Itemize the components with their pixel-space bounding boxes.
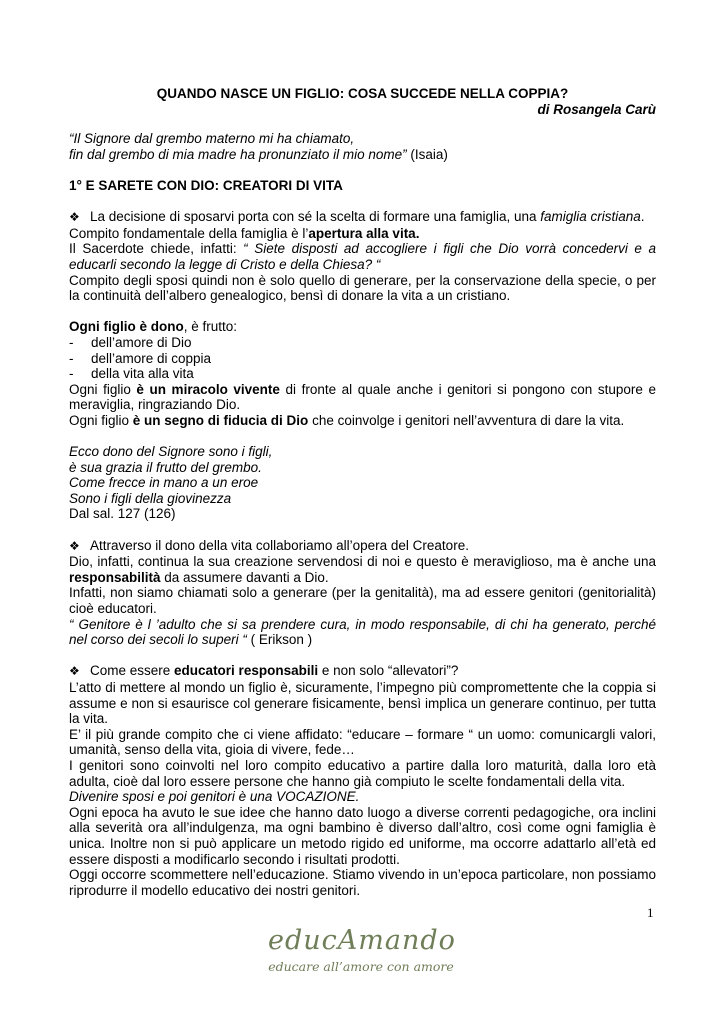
text: responsabilità bbox=[69, 569, 161, 585]
text: La decisione di sposarvi porta con sé la scelta di formare una famiglia, una bbox=[90, 209, 541, 225]
author-line: di Rosangela Carù bbox=[537, 101, 656, 117]
document-body bbox=[69, 86, 656, 898]
text: . bbox=[640, 209, 645, 225]
text: della vita alla vita bbox=[91, 366, 194, 382]
text: dell’amore di Dio bbox=[91, 334, 192, 350]
text: “ Genitore è l ’adulto che si sa prendere cura, in modo responsabile, di chi ha generato, perché nel corso dei secoli lo superi “ bbox=[69, 616, 656, 648]
diamond-star-bullet-icon: ❖ bbox=[69, 538, 80, 553]
page-number: 1 bbox=[647, 905, 654, 920]
paragraph: Infatti, non siamo chiamati solo a generare (per la genitalità), ma ad essere genitori (genitorialità) cioè educatori. bbox=[69, 585, 656, 616]
paragraph: Divenire sposi e poi genitori è una VOCAZIONE. bbox=[69, 789, 360, 805]
paragraph: E’ il più grande compito che ci viene affidato: “educare – formare “ un uomo: comunicargli valori, umanità, senso della vita, gioia di vivere, fede… bbox=[69, 726, 656, 758]
quote-text: fin dal grembo di mia madre ha pronunziato il mio nome” bbox=[69, 146, 407, 162]
text: che coinvolge i genitori nell’avventura di dare la vita. bbox=[308, 412, 625, 428]
text: , è frutto: bbox=[183, 319, 238, 335]
list-item: - dell’amore di Dio bbox=[69, 334, 192, 350]
paragraph: L’atto di mettere al mondo un figlio è, sicuramente, l’impegno più compromettente che la coppia si assume e non si esaurisce col generare fisicamente, bensì implica un generare continuo, per tutta la vita. bbox=[69, 679, 656, 727]
paragraph bbox=[69, 617, 656, 648]
text: è un miracolo vivente bbox=[136, 381, 280, 397]
paragraph bbox=[69, 209, 656, 226]
paragraph bbox=[69, 226, 656, 242]
logo-wordmark: educAmando bbox=[268, 925, 456, 956]
paragraph: I genitori sono coinvolti nel loro compito educativo a partire dalla loro maturità, dalla loro età adulta, cioè dal loro essere persone che hanno già compiuto le scelte fondamentali della vita. bbox=[69, 757, 656, 789]
quote-text: “Il Signore dal grembo materno mi ha chiamato, bbox=[69, 131, 355, 147]
paragraph bbox=[69, 382, 656, 413]
psalm-line: è sua grazia il frutto del grembo. bbox=[69, 459, 262, 475]
section-heading: 1° E SARETE CON DIO: CREATORI DI VITA bbox=[69, 177, 343, 193]
paragraph bbox=[69, 663, 656, 680]
text: apertura alla vita. bbox=[308, 225, 420, 241]
text: Il Sacerdote chiede, infatti: bbox=[69, 241, 244, 257]
diamond-star-bullet-icon: ❖ bbox=[69, 664, 80, 679]
educamando-logo bbox=[268, 925, 454, 981]
text: e non solo “allevatori”? bbox=[318, 663, 459, 679]
text: Compito fondamentale della famiglia è l’ bbox=[69, 225, 309, 241]
text: ( Erikson ) bbox=[246, 632, 313, 648]
psalm-reference: Dal sal. 127 (126) bbox=[69, 506, 176, 522]
list-item: - dell’amore di coppia bbox=[69, 350, 212, 366]
text: famiglia cristiana bbox=[540, 209, 641, 225]
paragraph bbox=[69, 319, 656, 335]
text: Come essere bbox=[90, 663, 175, 679]
text: è un segno di fiducia di Dio bbox=[132, 412, 309, 428]
logo-tagline: educare all’amore con amore bbox=[268, 959, 454, 974]
diamond-star-bullet-icon: ❖ bbox=[69, 210, 80, 225]
text: di fronte al quale anche i genitori si pongono con stupore e meraviglia, ringraziando Dio. bbox=[69, 381, 656, 413]
document-title: QUANDO NASCE UN FIGLIO: COSA SUCCEDE NELLA COPPIA? bbox=[156, 86, 569, 101]
text: Ogni figlio bbox=[69, 412, 133, 428]
paragraph bbox=[69, 241, 656, 272]
paragraph bbox=[69, 538, 656, 555]
text: “ Siete disposti ad accogliere i figli che Dio vorrà concedervi e a educarli secondo la legge di Cristo e della Chiesa? “ bbox=[69, 241, 657, 272]
list-item: - della vita alla vita bbox=[69, 366, 194, 382]
psalm-line: Sono i figli della giovinezza bbox=[69, 490, 232, 506]
text: Ogni figlio bbox=[69, 381, 137, 397]
paragraph bbox=[69, 554, 656, 585]
paragraph bbox=[69, 413, 656, 429]
text: Ogni figlio è dono bbox=[69, 319, 184, 335]
psalm-line: Come frecce in mano a un eroe bbox=[69, 475, 259, 491]
quote-line bbox=[69, 147, 656, 163]
quote-line bbox=[69, 131, 656, 147]
quote-source: (Isaia) bbox=[406, 146, 448, 162]
paragraph: Ogni epoca ha avuto le sue idee che hanno dato luogo a diverse correnti pedagogiche, ora inclini alla severità ora all’indulgenza, ma ogni bambino è diverso dall’altro, così come ogni famiglia è unica. Inoltre non si può applicare un metodo rigido ed uniforme, ma occorre adattarlo all’età ed essere disposti a modificarlo secondo i risultati prodotti. bbox=[69, 804, 656, 867]
psalm-line: Ecco dono del Signore sono i figli, bbox=[69, 444, 273, 460]
text: educatori responsabili bbox=[174, 663, 319, 679]
paragraph: Compito degli sposi quindi non è solo quello di generare, per la conservazione della specie, o per la continuità dell’albero genealogico, bensì di donare la vita a un cristiano. bbox=[69, 272, 656, 304]
text: Attraverso il dono della vita collaboriamo all’opera del Creatore. bbox=[90, 537, 469, 553]
text: da assumere davanti a Dio. bbox=[160, 569, 329, 585]
paragraph: Oggi occorre scommettere nell’educazione. Stiamo vivendo in un’epoca particolare, non possiamo riprodurre il modello educativo dei nostri genitori. bbox=[69, 867, 656, 898]
text: dell’amore di coppia bbox=[91, 350, 212, 366]
text: Dio, infatti, continua la sua creazione servendosi di noi e questo è meraviglioso, ma è anche una bbox=[69, 554, 656, 570]
